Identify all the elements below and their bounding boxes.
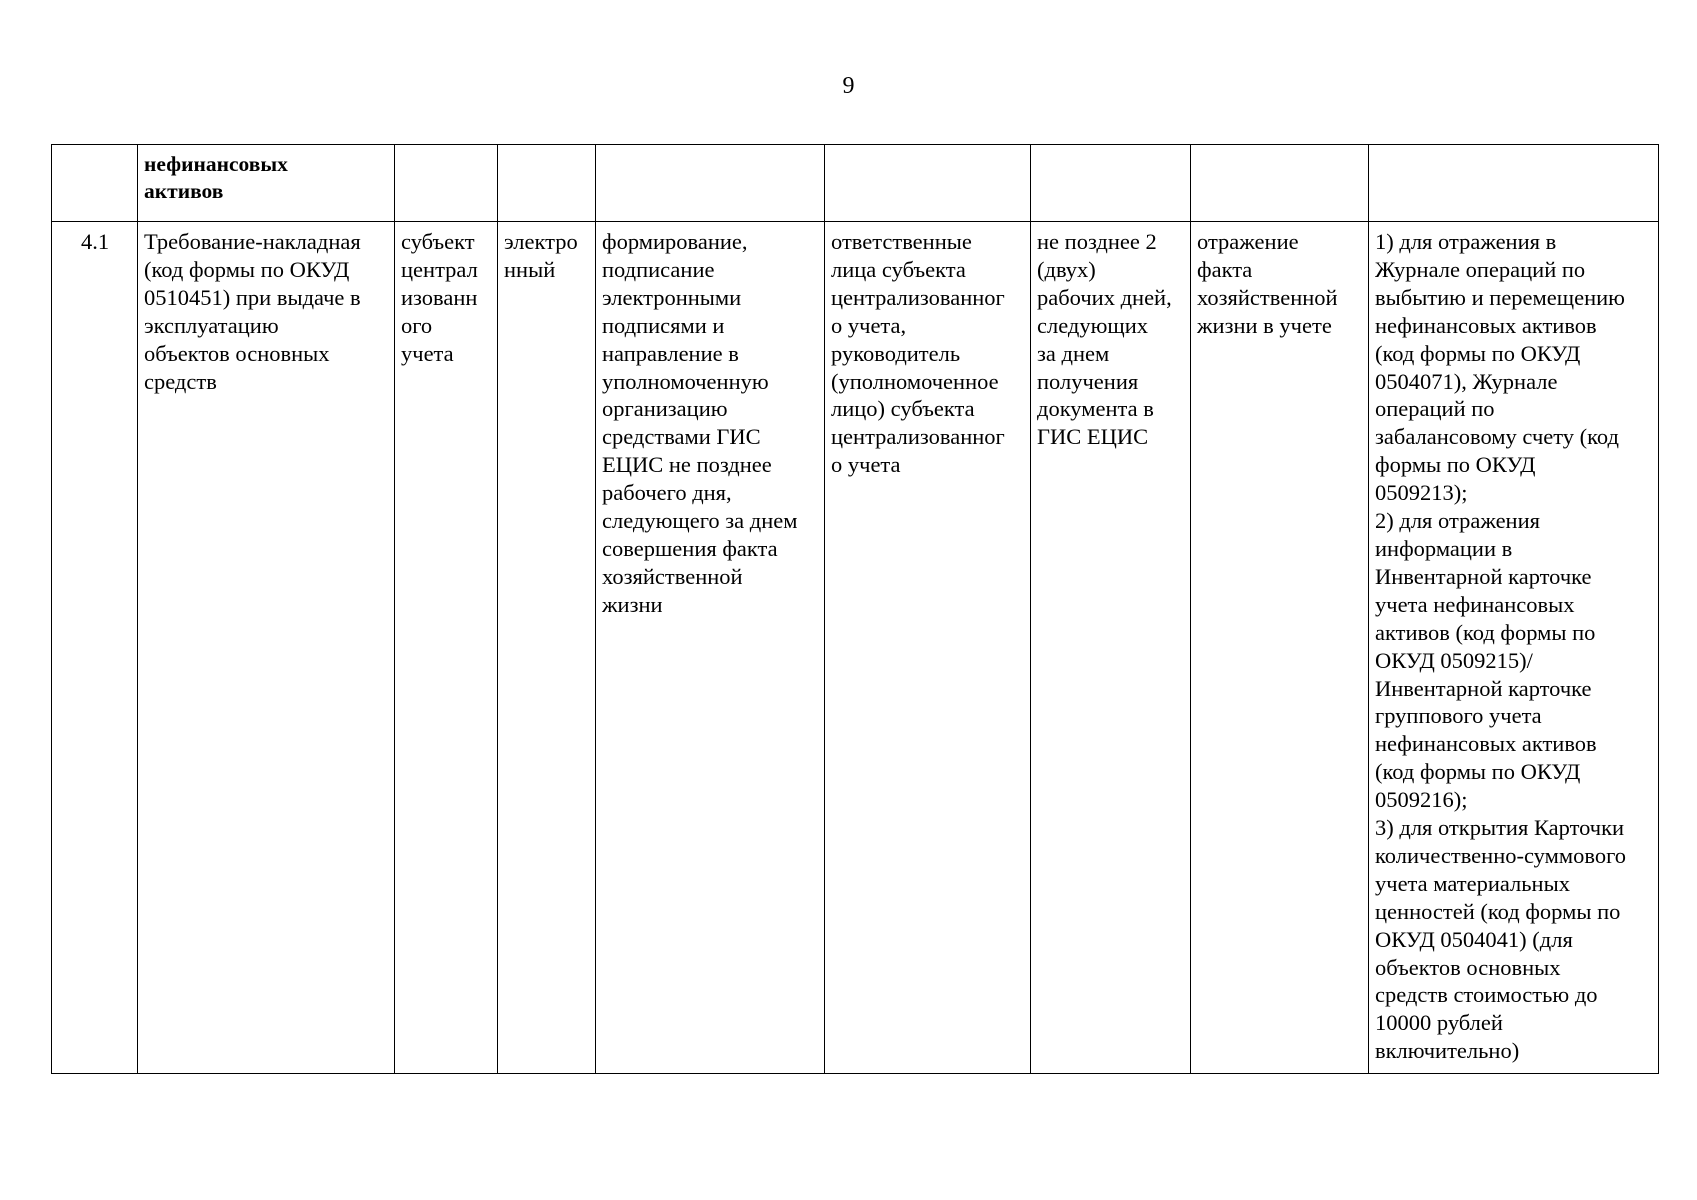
cell-creator: субъект централ изованн ого учета	[395, 222, 498, 1074]
cell-deadline: не позднее 2 (двух) рабочих дней, следующих за днем получения документа в ГИС ЕЦИС	[1031, 222, 1191, 1074]
cell-registers: 1) для отражения в Журнале операций по выбытию и перемещению нефинансовых активов (код формы по ОКУД 0504071), Журнале операций по забалансовому счету (код формы по ОКУД 0509213); 2) для отражения информации в Инвентарной карточке учета нефинансовых активов (код формы по ОКУД 0509215)/ Инвентарной карточке группового учета нефинансовых активов (код формы по ОКУД 0509216); 3) для открытия Карточки количественно-суммового учета материальных ценностей (код формы по ОКУД 0504041) (для объектов основных средств стоимостью до 10000 рублей включительно)	[1369, 222, 1659, 1074]
cell-empty	[825, 145, 1031, 222]
cell-empty	[395, 145, 498, 222]
cell-document-name: Требование-накладная (код формы по ОКУД 0510451) при выдаче в эксплуатацию объектов основных средств	[138, 222, 395, 1074]
cell-number-empty	[52, 145, 138, 222]
cell-row-number: 4.1	[52, 222, 138, 1074]
cell-empty	[1191, 145, 1369, 222]
cell-form: электро нный	[498, 222, 596, 1074]
continuation-row	[52, 145, 1659, 222]
cell-empty	[498, 145, 596, 222]
cell-empty	[1031, 145, 1191, 222]
cell-document-continuation: нефинансовых активов	[138, 145, 395, 222]
table-row-4-1	[52, 222, 1659, 1074]
page-number: 9	[842, 73, 855, 99]
cell-empty	[596, 145, 825, 222]
cell-purpose: отражение факта хозяйственной жизни в учете	[1191, 222, 1369, 1074]
cell-responsible: ответственные лица субъекта централизованног о учета, руководитель (уполномоченное лицо) субъекта централизованног о учета	[825, 222, 1031, 1074]
cell-action: формирование, подписание электронными подписями и направление в уполномоченную организацию средствами ГИС ЕЦИС не позднее рабочего дня, следующего за днем совершения факта хозяйственной жизни	[596, 222, 825, 1074]
document-table	[51, 144, 1659, 1074]
cell-empty	[1369, 145, 1659, 222]
